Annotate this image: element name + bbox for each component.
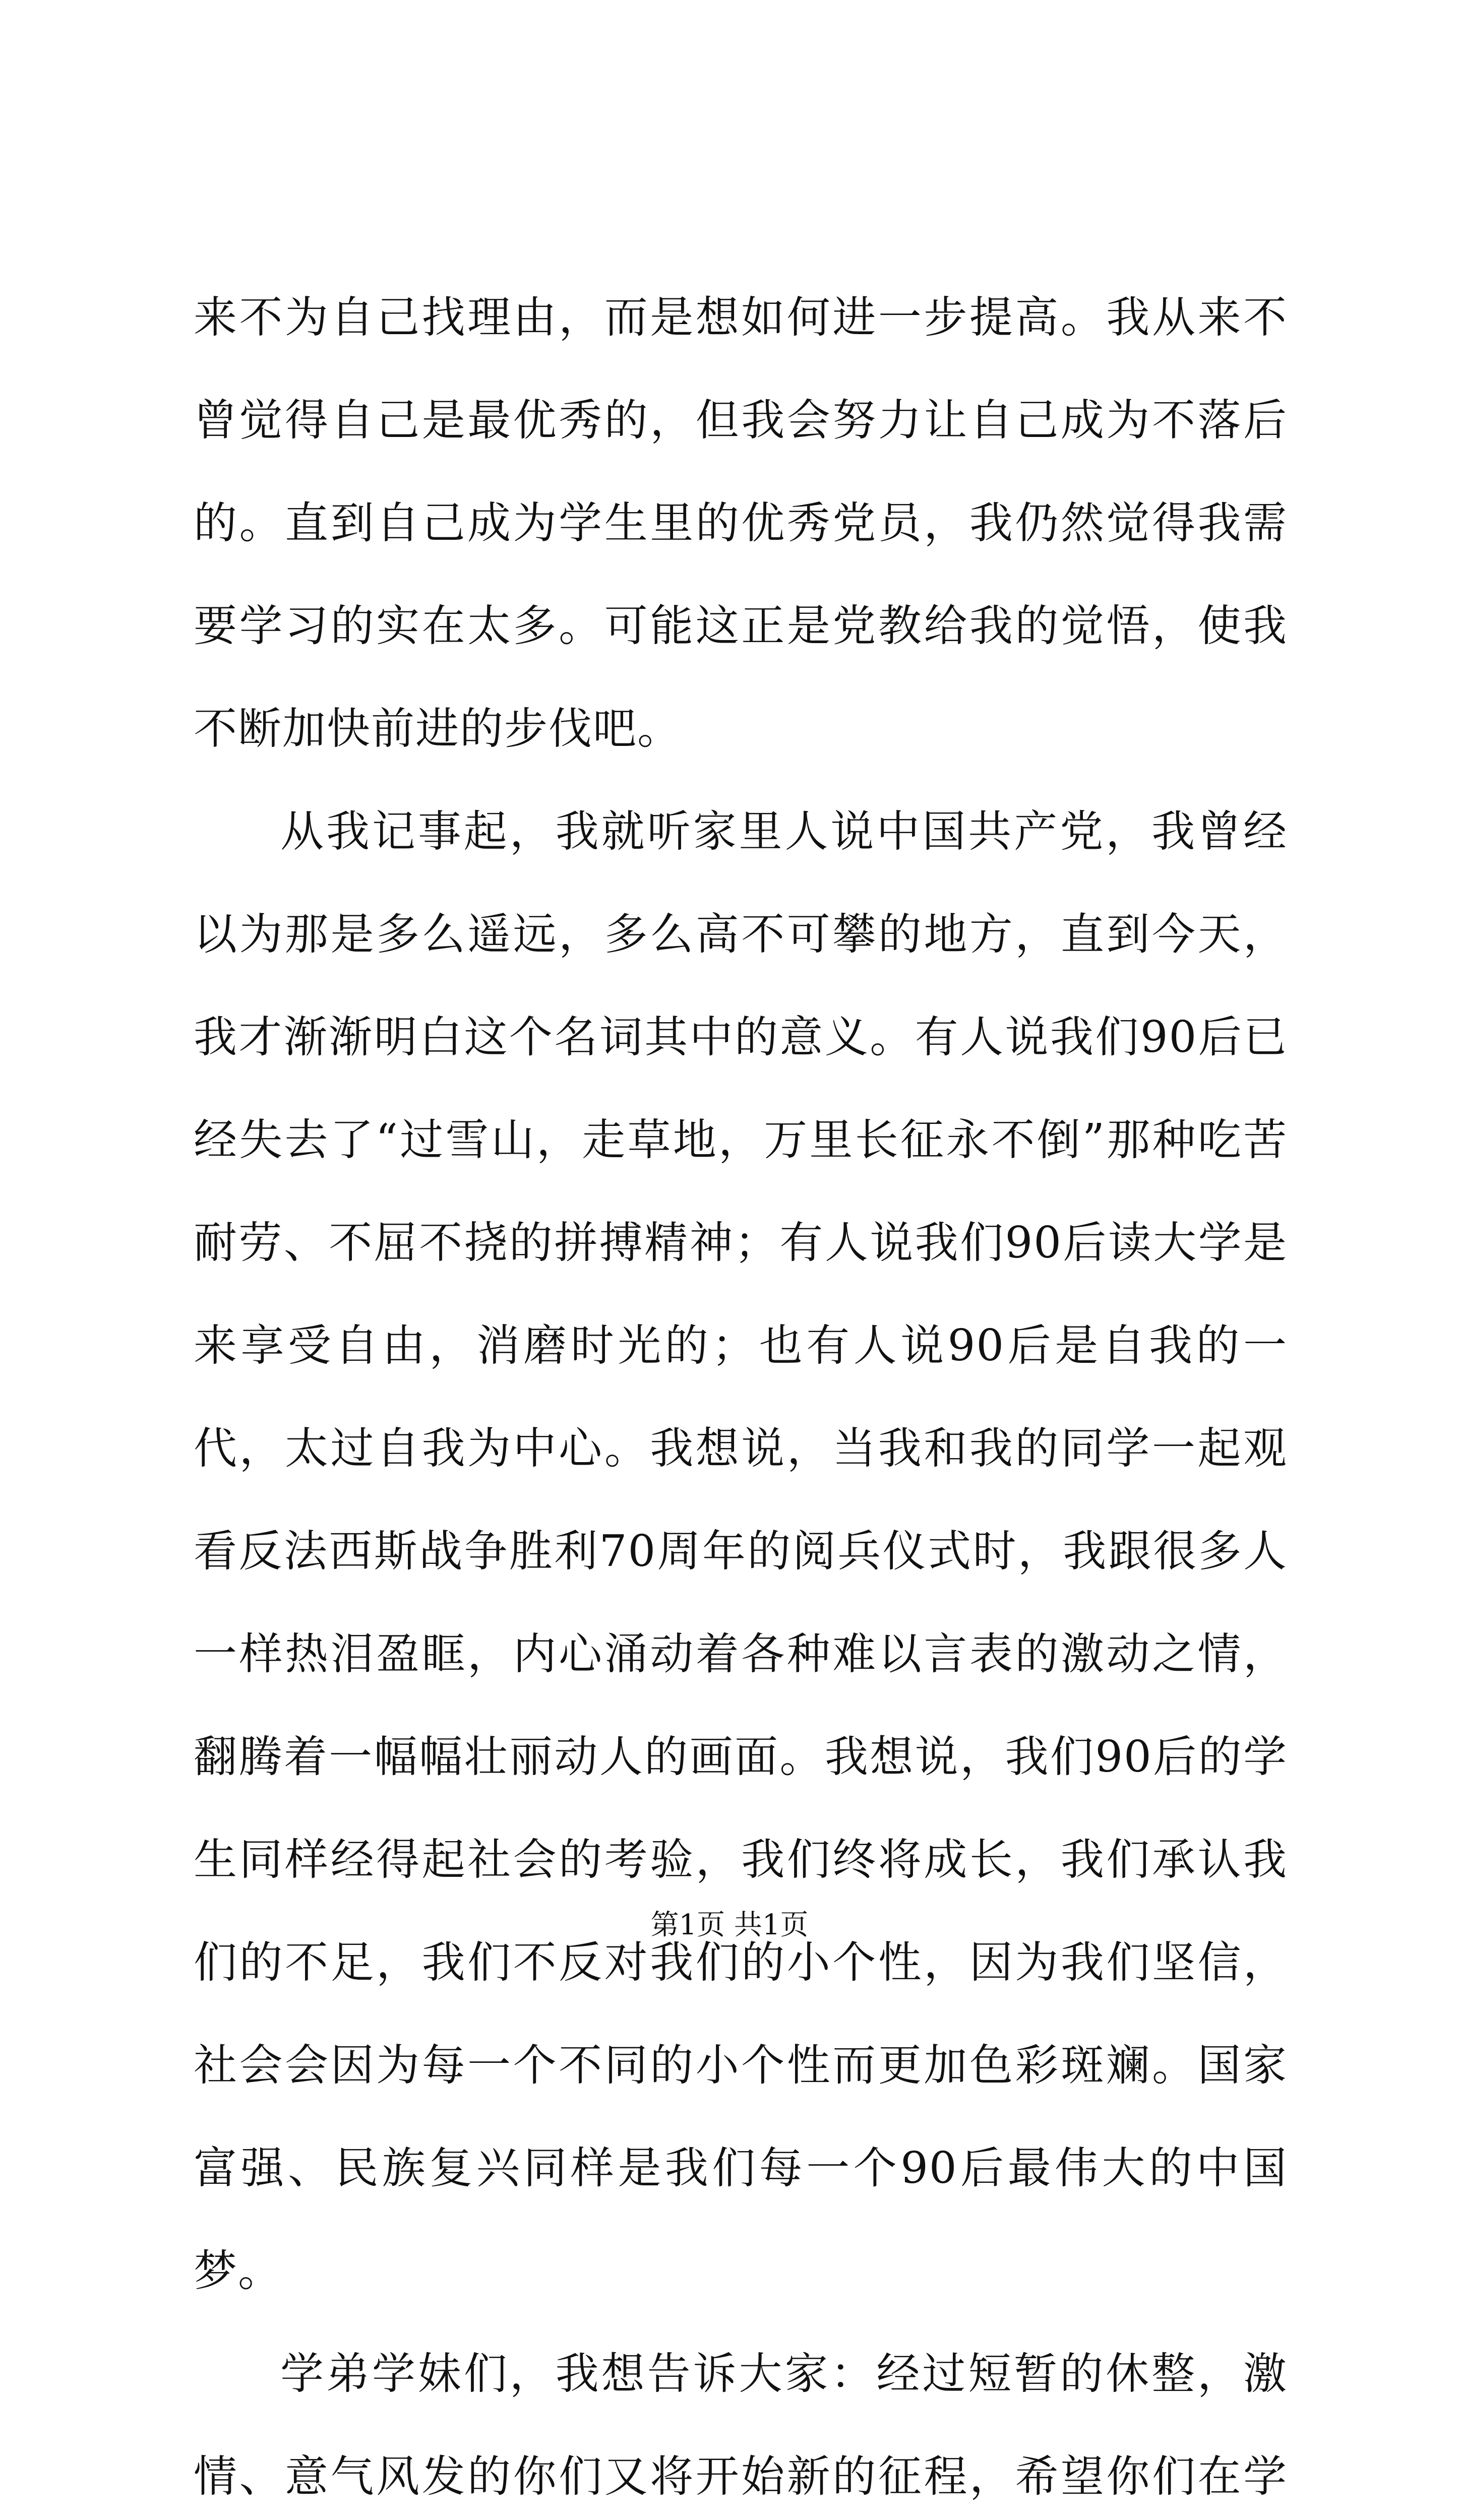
paragraph-advice: 学弟学妹们，我想告诉大家：经过短暂的休整，激情、意气风发的你们又将开始新的征程，希望你们在学 bbox=[194, 2349, 1288, 2502]
paragraph-memory: 从我记事起，我就听家里人说中国共产党，我曾经以为那是多么遥远，多么高不可攀的地方，直到今天，我才渐渐明白这个名词其中的意义。有人说我们90后已经失去了“过雪山，走草地，万里长征永不倒”那种吃苦耐劳、不屈不挠的拼搏精神；有人说我们90后读大学是来享受自由，消磨时光的；也有人说90后是自我的一代，太过自我为中心。我想说，当我和我的同学一起观看反法西斯战争胜利70周年的阅兵仪式时，我跟很多人一样热泪盈眶，内心涌动着各种难以言表的激动之情，翻腾着一幅幅壮丽动人的画面。我想说，我们90后的学生同样经得起社会的考验，我们终将成长，我们承认我们的不足，我们不反对我们的小个性，因为我们坚信，社会会因为每一个不同的小个性而更加色彩斑斓。国家富强、民族复兴同样是我们每一个90后最伟大的中国梦。 bbox=[194, 806, 1288, 2296]
paragraph-continuation: 来不为自己找理由，而是想如何进一步提高。我从来不曾觉得自己是最优秀的，但我会努力让自己成为不落后的。直到自己成为学生里的优秀党员，我仍然觉得我需要学习的实在太多。可能这正是党教给我的觉悟，使我不断加快前进的步伐吧。 bbox=[194, 292, 1288, 754]
page-footer: 第1页 共1页 bbox=[650, 1909, 809, 1941]
document-body bbox=[194, 266, 1288, 2520]
